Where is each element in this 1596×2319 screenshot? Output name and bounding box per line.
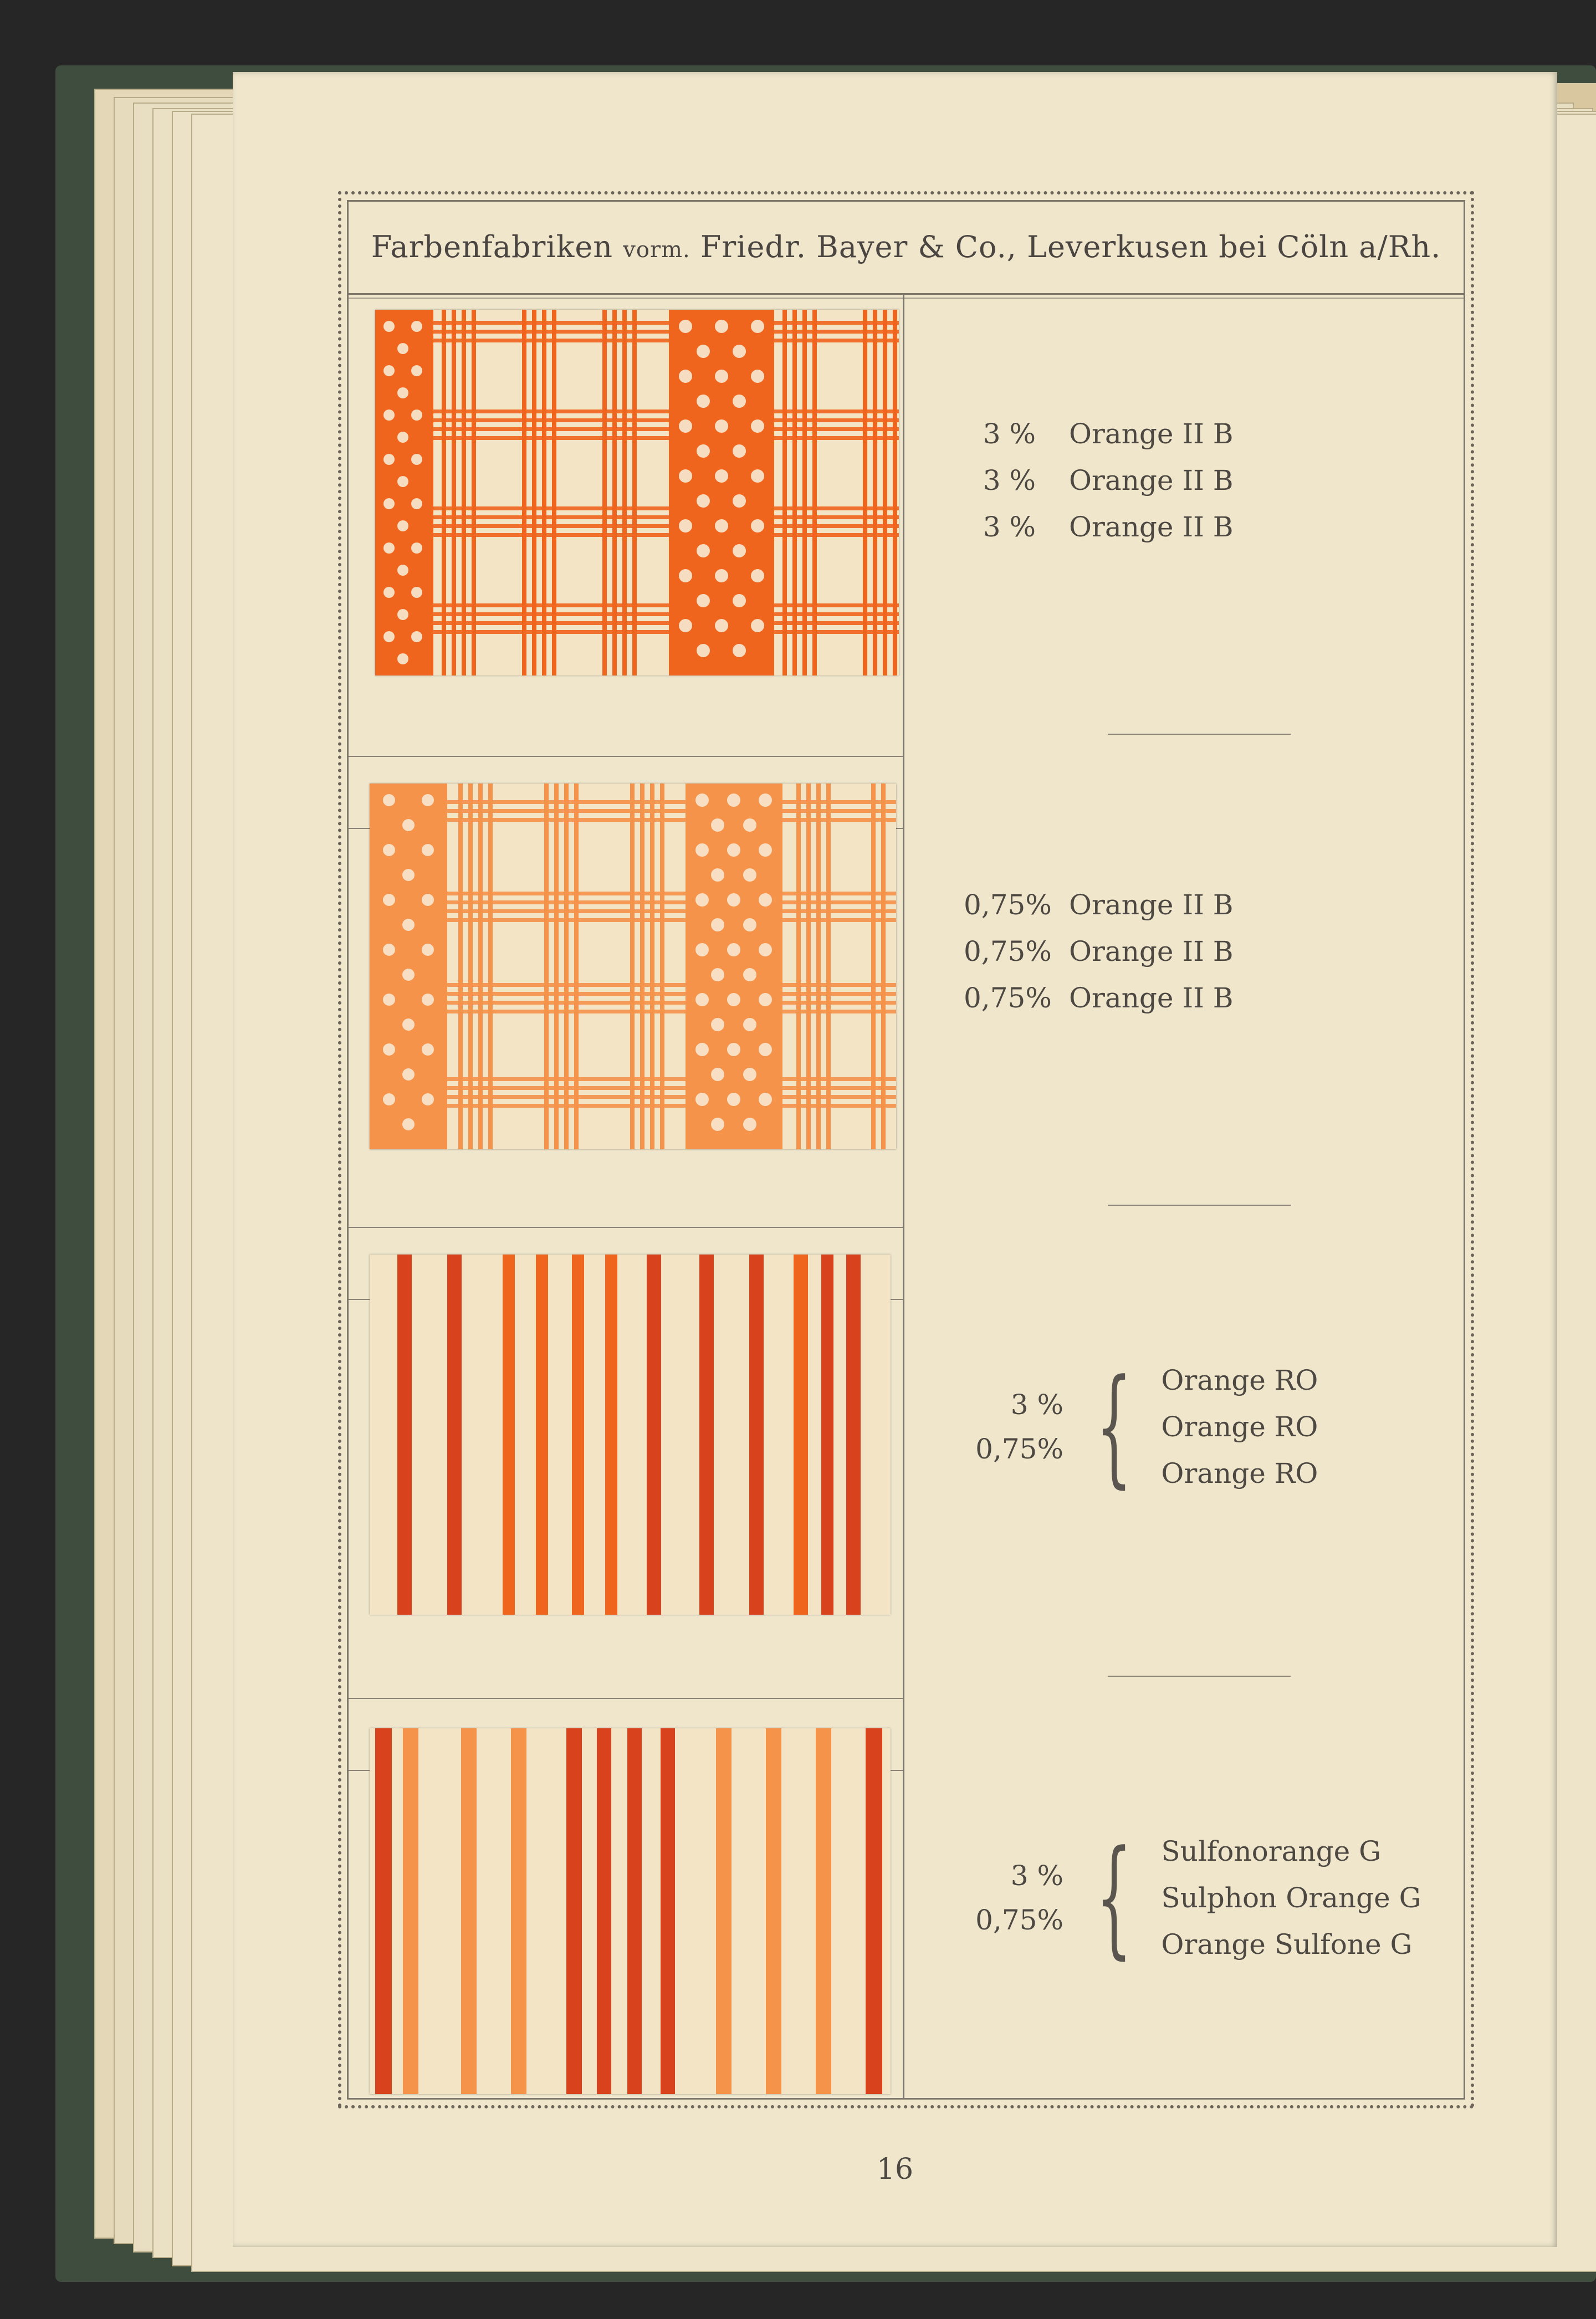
dye-name: Orange II B [1069, 418, 1234, 450]
dye-percentage: 0,75% [964, 889, 1052, 921]
dye-percentage: 3 % [983, 418, 1036, 450]
recipe-61 [964, 418, 1234, 557]
dye-percentages [964, 1854, 1063, 1942]
fabric-swatch-62 [370, 784, 896, 1149]
recipe-62 [964, 889, 1234, 1028]
curly-brace: { [1096, 1824, 1133, 1972]
sample-book-page [233, 72, 1557, 2247]
fabric-swatch-61 [375, 310, 899, 675]
recipe-64 [964, 1824, 1421, 1972]
dye-name: Orange RO [1161, 1457, 1318, 1489]
dye-percentage: 0,75% [975, 1433, 1063, 1465]
dye-names [1161, 1357, 1318, 1497]
recipe-line [964, 464, 1234, 511]
dye-name: Orange RO [1161, 1411, 1318, 1443]
dye-name: Orange II B [1069, 982, 1234, 1014]
recipe-line [964, 982, 1234, 1028]
recipe-line [964, 511, 1234, 557]
header-address: Friedr. Bayer & Co., Leverkusen bei Cöln a/Rh. [700, 229, 1441, 264]
dye-percentage: 0,75% [964, 935, 1052, 967]
dye-name: Orange II B [1069, 511, 1234, 543]
dye-name: Orange II B [1069, 464, 1234, 496]
fabric-swatch-63 [370, 1255, 891, 1615]
recipe-line [964, 418, 1234, 464]
header-rule [349, 293, 1464, 295]
dye-percentage: 3 % [983, 511, 1036, 543]
column-divider [903, 294, 904, 2098]
dye-name: Orange II B [1069, 889, 1234, 921]
dye-names [1161, 1828, 1421, 1968]
row-rule [349, 756, 903, 757]
checked-fabric-pattern [370, 784, 896, 1149]
page-header [349, 229, 1464, 264]
dye-percentage: 3 % [1010, 1860, 1063, 1892]
dye-percentage: 0,75% [964, 982, 1052, 1014]
dye-name: Sulfonorange G [1161, 1835, 1382, 1867]
fabric-swatch-64 [370, 1728, 891, 2094]
dye-percentage: 0,75% [975, 1904, 1063, 1936]
dye-percentage: 3 % [1010, 1389, 1063, 1421]
dye-name: Orange RO [1161, 1364, 1318, 1396]
dye-name: Sulphon Orange G [1161, 1882, 1421, 1914]
curly-brace: { [1096, 1353, 1133, 1501]
striped-fabric-pattern [370, 1728, 891, 2094]
recipe-63 [964, 1353, 1318, 1501]
checked-fabric-pattern [375, 310, 899, 675]
recipe-line [964, 935, 1234, 982]
separator-rule [1108, 1676, 1291, 1677]
header-vorm: vorm. [623, 237, 690, 263]
header-rule-thin [349, 298, 1464, 299]
separator-rule [1108, 734, 1291, 735]
separator-rule [1108, 1205, 1291, 1206]
dye-name: Orange II B [1069, 935, 1234, 967]
row-rule [349, 1698, 903, 1699]
row-rule [349, 1227, 903, 1228]
page-number: 16 [876, 2153, 914, 2186]
dotted-frame [338, 191, 1474, 2108]
recipe-line [964, 889, 1234, 935]
dye-percentages [964, 1383, 1063, 1471]
inner-frame [347, 200, 1465, 2100]
striped-fabric-pattern [370, 1255, 891, 1615]
header-company: Farbenfabriken [371, 229, 613, 264]
dye-percentage: 3 % [983, 464, 1036, 496]
dye-name: Orange Sulfone G [1161, 1928, 1413, 1960]
